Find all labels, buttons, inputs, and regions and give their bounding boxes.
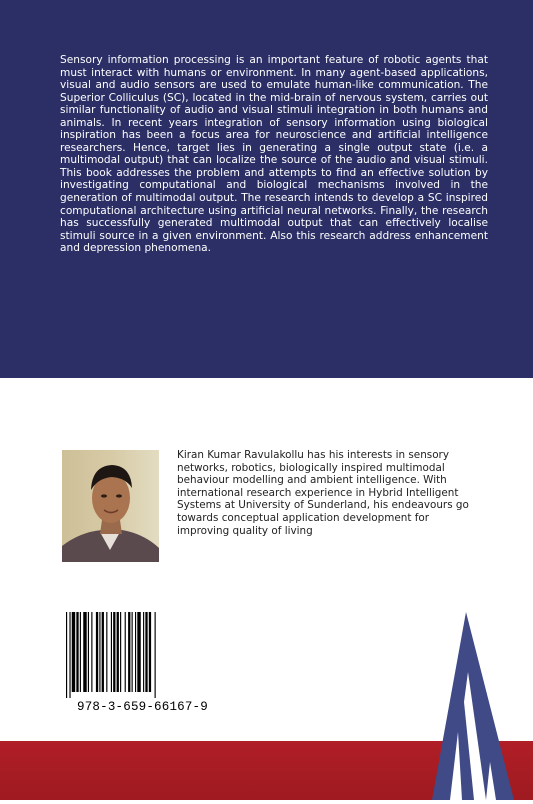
barcode-icon	[64, 612, 222, 698]
book-description: Sensory information processing is an important feature of robotic agents that must interact with humans or environment. In many agent-based applications, visual and audio sensors are used to emulate human-like communication. The Superior Colliculus (SC), located in the mid-brain of nervous system, carries out similar functionality of audio and visual stimuli integration in both humans and animals. In recent years integration of sensory information using biological inspiration has been a focus area for neuroscience and artificial intelligence researchers. Hence, target lies in generating a single output state (i.e. a multimodal output) that can localize the source of the audio and visual stimuli. This book addresses the problem and attempts to find an effective solution by investigating computational and biological mechanisms involved in the generation of multimodal output. The research intends to develop a SC inspired computational architecture using artificial neural networks. Finally, the research has successfully generated multimodal output that can effectively localise stimuli source in a given environment. Also this research address enhancement and depression phenomena.	[60, 54, 488, 255]
back-cover-top-panel	[0, 0, 533, 378]
publisher-logo-icon	[414, 612, 514, 800]
isbn-number: 978-3-659-66167-9	[77, 700, 208, 714]
barcode	[60, 612, 225, 717]
author-photo-icon	[62, 450, 159, 562]
author-biography: Kiran Kumar Ravulakollu has his interests in sensory networks, robotics, biologically inspired multimodal behaviour modelling and ambient intelligence. With international research experience in Hybrid Intelligent Systems at University of Sunderland, his endeavours go towards conceptual application development for improving quality of living	[177, 449, 469, 537]
